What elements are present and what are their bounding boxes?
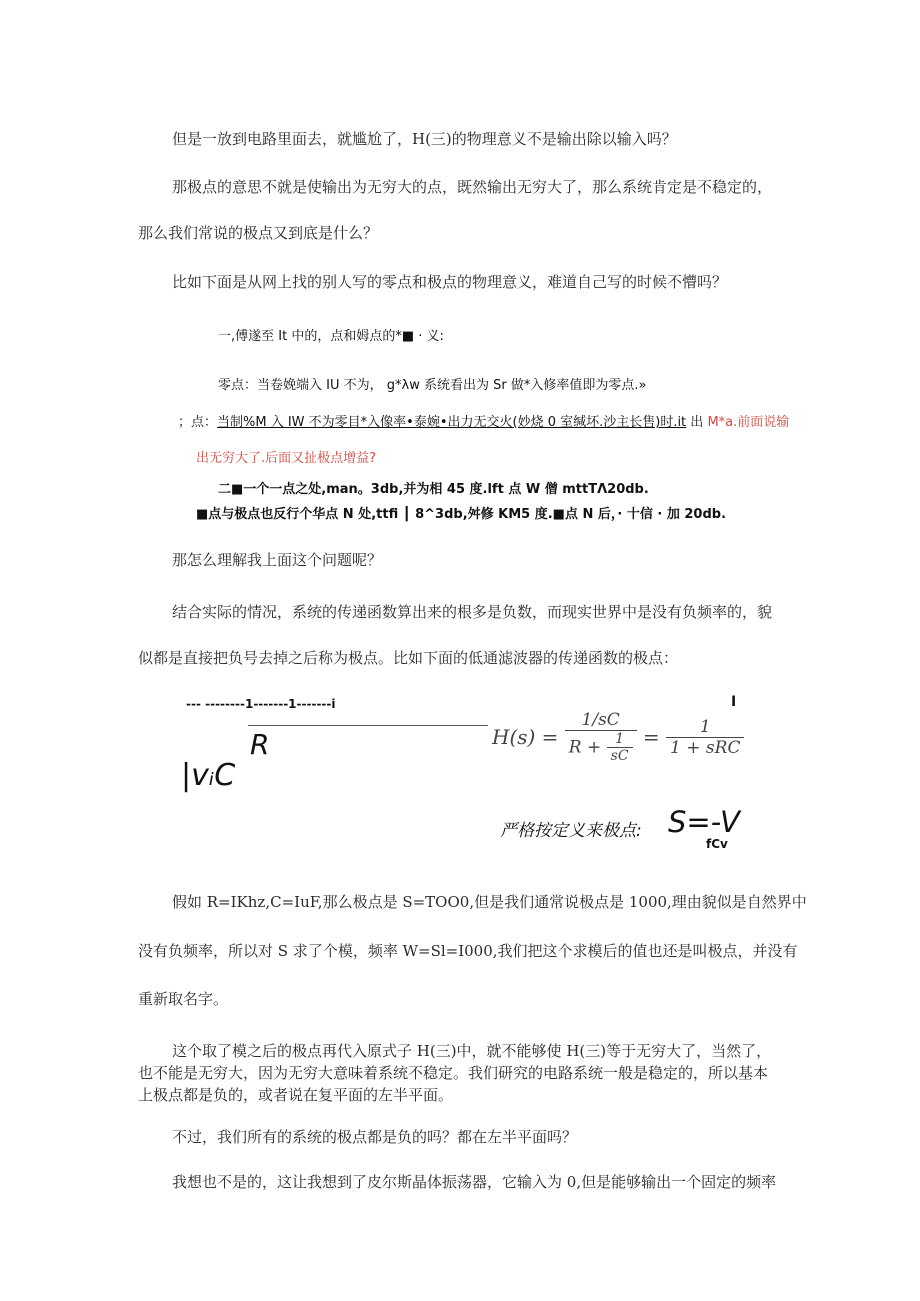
paragraph-7: 似都是直接把负号去掉之后称为极点。比如下面的低通滤波器的传递函数的极点： — [138, 649, 679, 667]
paragraph-9: 没有负频率，所以对 S 求了个模，频率 W=Sl=I000,我们把这个求模后的值也还是叫极点，并没有 — [138, 942, 798, 960]
quote-line-6: ■点与极点也反行个华点 N 处,ttfi ┃ 8^3db,舛修 KM5 度.■点 N 后，· 十信 · 加 20db. — [196, 507, 727, 522]
paragraph-5: 那怎么理解我上面这个问题呢？ — [172, 551, 383, 569]
formula-fraction-1 — [565, 710, 637, 764]
quote-line-3-prefix: ；点： — [178, 415, 218, 430]
formula-f1-den-num: 1 — [607, 731, 633, 748]
circuit-top-wire: --- --------1-------1-------i — [186, 697, 336, 711]
paragraph-3: 那么我们常说的极点又到底是什么？ — [138, 224, 379, 242]
paragraph-8: 假如 R=IKhz,C=IuF,那么极点是 S=TOO0,但是我们通常说极点是 1000,理由貌似是自然界中 — [172, 893, 807, 911]
paragraph-14: 不过，我们所有的系统的极点都是负的吗？都在左半平面吗？ — [172, 1128, 578, 1146]
paragraph-2: 那极点的意思不就是使输出为无穷大的点，既然输出无穷大了，那么系统肯定是不稳定的， — [172, 178, 773, 196]
circuit-r-label: R — [250, 728, 270, 761]
formula-lhs: H(s) = — [492, 725, 559, 749]
quote-line-1: 一,傅遂至 It 中的，点和姆点的*■ · 义: — [218, 329, 444, 344]
paragraph-1: 但是一放到电路里面去，就尴尬了，H(三)的物理意义不是输出除以输入吗？ — [172, 130, 677, 148]
pole-definition-subscript: fCv — [706, 837, 728, 851]
paragraph-12: 也不能是无穷大，因为无穷大意味着系统不稳定。我们研究的电路系统一般是稳定的，所以基本 — [138, 1064, 769, 1082]
formula-f1-den-den: sC — [610, 748, 629, 764]
formula-eq: = — [642, 725, 660, 749]
quote-line-3-underlined: 当制%M 入 IW 不为零目*入像率•泰婉•出力无交火(妙烧 0 室缄坏.沙主长售)时.it — [217, 415, 687, 430]
formula-f1-den-a: R + — [568, 737, 602, 758]
paragraph-13: 上极点都是负的，或者说在复平面的左半平面。 — [138, 1086, 454, 1104]
formula-f1-num: 1/sC — [565, 710, 637, 731]
pole-definition-text: 严格按定义来极点: — [500, 821, 642, 841]
quote-line-3-mid: 出 — [686, 415, 708, 430]
pole-definition-equation: S=-V — [668, 805, 740, 839]
formula-f1-den — [565, 731, 637, 764]
formula-f2-den: 1 + sRC — [670, 737, 741, 758]
formula-f1-den-frac — [607, 731, 633, 764]
circuit-right-mark: I — [731, 694, 737, 710]
paragraph-11: 这个取了模之后的极点再代入原式子 H(三)中，就不能够使 H(三)等于无穷大了，当然了， — [172, 1042, 772, 1060]
paragraph-10: 重新取名字。 — [138, 990, 229, 1008]
quote-line-4: 出无穷大了.后面又扯极点增益? — [196, 451, 377, 466]
transfer-function-formula — [492, 710, 744, 764]
quote-line-3-red: M*a.前面说输 — [707, 415, 790, 430]
circuit-vic-label: |vᵢC — [181, 758, 236, 793]
paragraph-4: 比如下面是从网上找的别人写的零点和极点的物理意义，难道自己写的时候不懵吗？ — [172, 273, 728, 291]
circuit-wire-line — [248, 725, 488, 726]
quote-line-3 — [178, 411, 789, 430]
paragraph-6: 结合实际的情况，系统的传递函数算出来的根多是负数，而现实世界中是没有负频率的，貌 — [172, 603, 773, 621]
quote-line-5: 二■一个一点之处,man。3db,并为相 45 度.lft 点 W 僧 mttTΛ20db. — [218, 482, 649, 497]
formula-f2-num: 1 — [666, 717, 744, 738]
formula-fraction-2 — [666, 717, 744, 758]
paragraph-15: 我想也不是的，这让我想到了皮尔斯晶体振荡器，它输入为 0,但是能够输出一个固定的频率 — [172, 1173, 777, 1191]
quote-line-2: 零点：当卷娩端入 IU 不为， g*λw 系统看出为 Sr 做*入修率值即为零点.» — [218, 378, 647, 393]
